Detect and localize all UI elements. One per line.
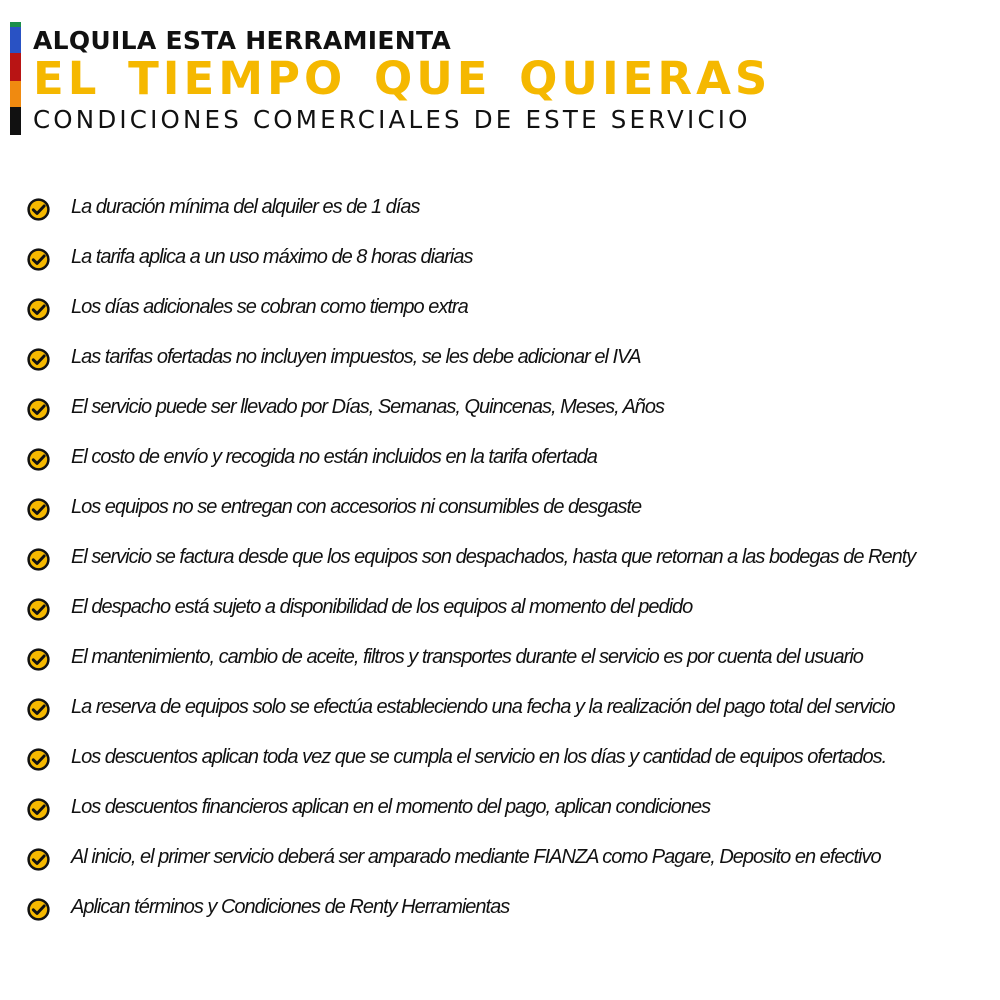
condition-text: Los días adicionales se cobran como tiempo extra xyxy=(71,295,468,318)
check-circle-icon xyxy=(26,847,51,872)
condition-item xyxy=(26,732,996,782)
condition-text: Los descuentos aplican toda vez que se cumpla el servicio en los días y cantidad de equipos ofertados. xyxy=(71,745,887,768)
condition-text: La tarifa aplica a un uso máximo de 8 horas diarias xyxy=(71,245,473,268)
condition-item xyxy=(26,482,996,532)
check-circle-icon xyxy=(26,447,51,472)
condition-item xyxy=(26,632,996,682)
stripe-orange xyxy=(10,81,21,107)
title-top: ALQUILA ESTA HERRAMIENTA xyxy=(33,26,452,55)
condition-text: Al inicio, el primer servicio deberá ser amparado mediante FIANZA como Pagare, Deposito en efectivo xyxy=(71,845,881,868)
condition-text: Los descuentos financieros aplican en el momento del pago, aplican condiciones xyxy=(71,795,711,818)
condition-text: El mantenimiento, cambio de aceite, filtros y transportes durante el servicio es por cuenta del usuario xyxy=(71,645,863,668)
condition-item xyxy=(26,832,996,882)
condition-text: La reserva de equipos solo se efectúa estableciendo una fecha y la realización del pago total del servicio xyxy=(71,695,895,718)
condition-item xyxy=(26,532,996,582)
condition-item xyxy=(26,782,996,832)
check-circle-icon xyxy=(26,547,51,572)
check-circle-icon xyxy=(26,347,51,372)
check-circle-icon xyxy=(26,597,51,622)
stripe-black xyxy=(10,107,21,135)
condition-text: El costo de envío y recogida no están incluidos en la tarifa ofertada xyxy=(71,445,597,468)
check-circle-icon xyxy=(26,247,51,272)
check-circle-icon xyxy=(26,397,51,422)
conditions-list xyxy=(26,182,996,932)
condition-item xyxy=(26,582,996,632)
condition-text: El servicio puede ser llevado por Días, Semanas, Quincenas, Meses, Años xyxy=(71,395,665,418)
condition-text: Los equipos no se entregan con accesorios ni consumibles de desgaste xyxy=(71,495,642,518)
check-circle-icon xyxy=(26,647,51,672)
subtitle: CONDICIONES COMERCIALES DE ESTE SERVICIO xyxy=(33,105,751,134)
condition-item xyxy=(26,232,996,282)
check-circle-icon xyxy=(26,897,51,922)
stripe-blue xyxy=(10,27,21,53)
condition-item xyxy=(26,382,996,432)
condition-text: Aplican términos y Condiciones de Renty Herramientas xyxy=(71,895,510,918)
condition-item xyxy=(26,682,996,732)
condition-text: El servicio se factura desde que los equipos son despachados, hasta que retornan a las bodegas de Renty xyxy=(71,545,916,568)
check-circle-icon xyxy=(26,297,51,322)
condition-item xyxy=(26,332,996,382)
header xyxy=(33,26,983,135)
check-circle-icon xyxy=(26,697,51,722)
condition-text: El despacho está sujeto a disponibilidad de los equipos al momento del pedido xyxy=(71,595,693,618)
condition-text: La duración mínima del alquiler es de 1 días xyxy=(71,195,420,218)
check-circle-icon xyxy=(26,797,51,822)
title-main: EL TIEMPO QUE QUIERAS xyxy=(33,52,772,105)
condition-text: Las tarifas ofertadas no incluyen impuestos, se les debe adicionar el IVA xyxy=(71,345,641,368)
check-circle-icon xyxy=(26,197,51,222)
condition-item xyxy=(26,882,996,932)
condition-item xyxy=(26,432,996,482)
check-circle-icon xyxy=(26,747,51,772)
condition-item xyxy=(26,182,996,232)
check-circle-icon xyxy=(26,497,51,522)
stripe-red xyxy=(10,53,21,81)
condition-item xyxy=(26,282,996,332)
color-stripe xyxy=(10,22,21,135)
